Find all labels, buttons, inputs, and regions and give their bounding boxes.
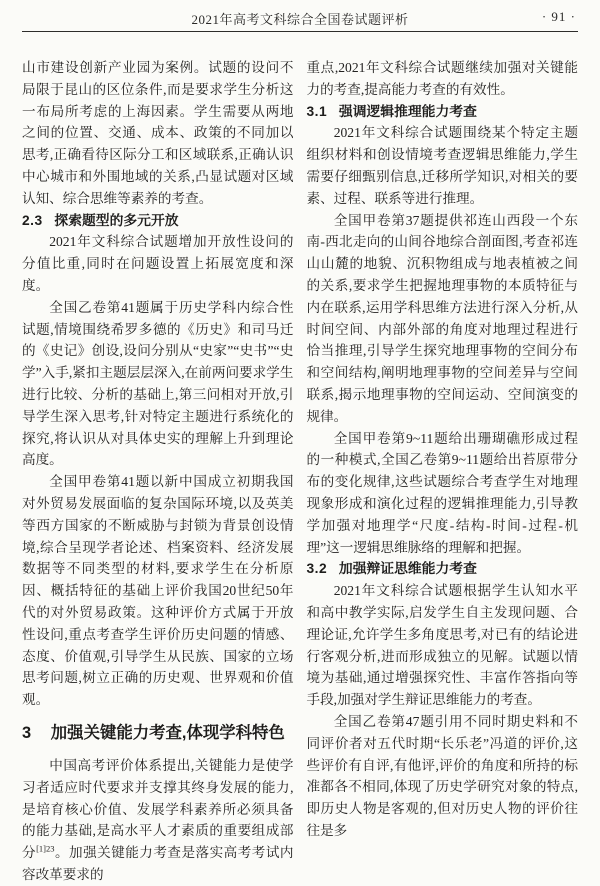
section-heading-3 <box>22 722 294 744</box>
paragraph-kunshan-case: 山市建设创新产业园为案例。试题的设问不局限于昆山的区位条件,而是要求学生分析这一布局所考虑的上海因素。学生需要从两地之间的位置、交通、成本、政策的不同加以思考,正确看待区际分工和区域联系,正确认识中心城市和外围地域的关系,凸显试题对区域认知、综合思维等素养的考查。 <box>22 60 294 206</box>
paragraph-geo-q9-11: 全国甲卷第9~11题给出珊瑚礁形成过程的一种模式,全国乙卷第9~11题给出苔原带分布的变化规律,这些试题综合考查学生对地理现象形成和演化过程的逻辑推理能力,引导教学加强对地理学“尺度-结构-时间-过程-机理”这一逻辑思维脉络的理解和把握。 <box>306 430 578 555</box>
paragraph-text: 中国高考评价体系提出,关键能力是使学习者适应时代要求并支撑其终身发展的能力,是培育核心价值、发展学科素养所必须具备的能力基础,是高水平人才素质的重要组成部分 <box>22 757 294 861</box>
paragraph-history-q41-a: 全国甲卷第41题以新中国成立初期我国对外贸易发展面临的复杂国际环境,以及英美等西方国家的不断威胁与封锁为背景创设情境,综合呈现学者论述、档案资料、经济发展数据等不同类型的材料,要求学生在分析原因、概括特征的基础上评价我国20世纪50年代的对外贸易政策。这种评价方式属于开放性设问,重点考查学生评价历史问题的情感、态度、价值观,引导学生从民族、国家的立场思考问题,树立正确的历史观、世界观和价值观。 <box>22 474 294 708</box>
left-column <box>22 57 294 886</box>
section-number: 3.1 <box>306 103 328 119</box>
citation-superscript: [1]23 <box>36 843 55 854</box>
paragraph-key-ability-cont: 重点,2021年文科综合试题继续加强对关键能力的考查,提高能力考查的有效性。 <box>306 60 578 97</box>
section-heading-3-1 <box>307 101 579 123</box>
paragraph-dialectical-thinking: 2021年文科综合试题根据学生认知水平和高中教学实际,启发学生自主发现问题、合理论证,允许学生多角度思考,对已有的结论进行客观分析,进而形成独立的见解。试题以情境为基础,通过增强探究性、丰富作答指向等手段,加强对学生辩证思维能力的考查。 <box>306 583 578 708</box>
section-title: 强调逻辑推理能力考查 <box>338 103 477 119</box>
text-columns <box>22 57 578 886</box>
paper-page <box>0 9 600 882</box>
paragraph-history-q41-b: 全国乙卷第41题属于历史学科内综合性试题,情境围绕希罗多德的《历史》和司马迁的《史记》创设,设问分别从“史家”“史书”“史学”入手,紧扣主题层层深入,在前两问要求学生进行比较、分析的基础上,第三问相对开放,引导学生深入思考,针对特定主题进行系统化的探究,将认识从对具体史实的理解上升到理论高度。 <box>22 299 294 468</box>
header-rule <box>22 31 578 32</box>
section-title: 加强关键能力考查,体现学科特色 <box>50 723 285 742</box>
paragraph-open-questions: 2021年文科综合试题增加开放性设问的分值比重,同时在问题设置上拓展宽度和深度。 <box>22 234 294 293</box>
right-column <box>307 57 579 886</box>
section-number: 3 <box>22 723 32 742</box>
section-number: 2.3 <box>22 212 43 228</box>
paragraph-history-q47: 全国乙卷第47题引用不同时期史料和不同评价者对五代时期“长乐老”冯道的评价,这些评价有自评,有他评,评价的角度和所持的标准都各不相同,体现了历史学研究对象的特点,即历史人物是客观的,但对历史人物的评价往往是多 <box>306 713 578 838</box>
section-number: 3.2 <box>306 561 328 577</box>
running-head <box>22 9 578 29</box>
section-heading-2-3 <box>22 210 294 232</box>
paragraph-text: 。加强关键能力考查是落实高考考试内容改革要求的 <box>22 845 294 882</box>
paragraph-key-ability <box>22 755 294 886</box>
section-title: 探索题型的多元开放 <box>54 212 179 228</box>
section-heading-3-2 <box>307 558 579 580</box>
paragraph-geo-q37: 全国甲卷第37题提供祁连山西段一个东南-西北走向的山间谷地综合剖面图,考查祁连山山麓的地貌、沉积物组成与地表植被之间的关系,要求学生把握地理事物的本质特征与内在联系,运用学科思维方法进行深入分析,从时间空间、内部外部的角度对地理过程进行恰当推理,引导学生探究地理事物的空间分布和空间结构,阐明地理事物的空间差异与空间联系,揭示地理事物的空间运动、空间演变的规律。 <box>306 212 578 424</box>
page-number: · 91 · <box>541 9 576 24</box>
paragraph-logic-reasoning: 2021年文科综合试题围绕某个特定主题组织材料和创设情境考查逻辑思维能力,学生需要仔细甄别信息,迁移所学知识,对相关的要素、过程、联系等进行推理。 <box>306 125 578 206</box>
running-head-title: 2021年高考文科综合全国卷试题评析 <box>191 12 409 27</box>
section-title: 加强辩证思维能力考查 <box>338 561 477 577</box>
